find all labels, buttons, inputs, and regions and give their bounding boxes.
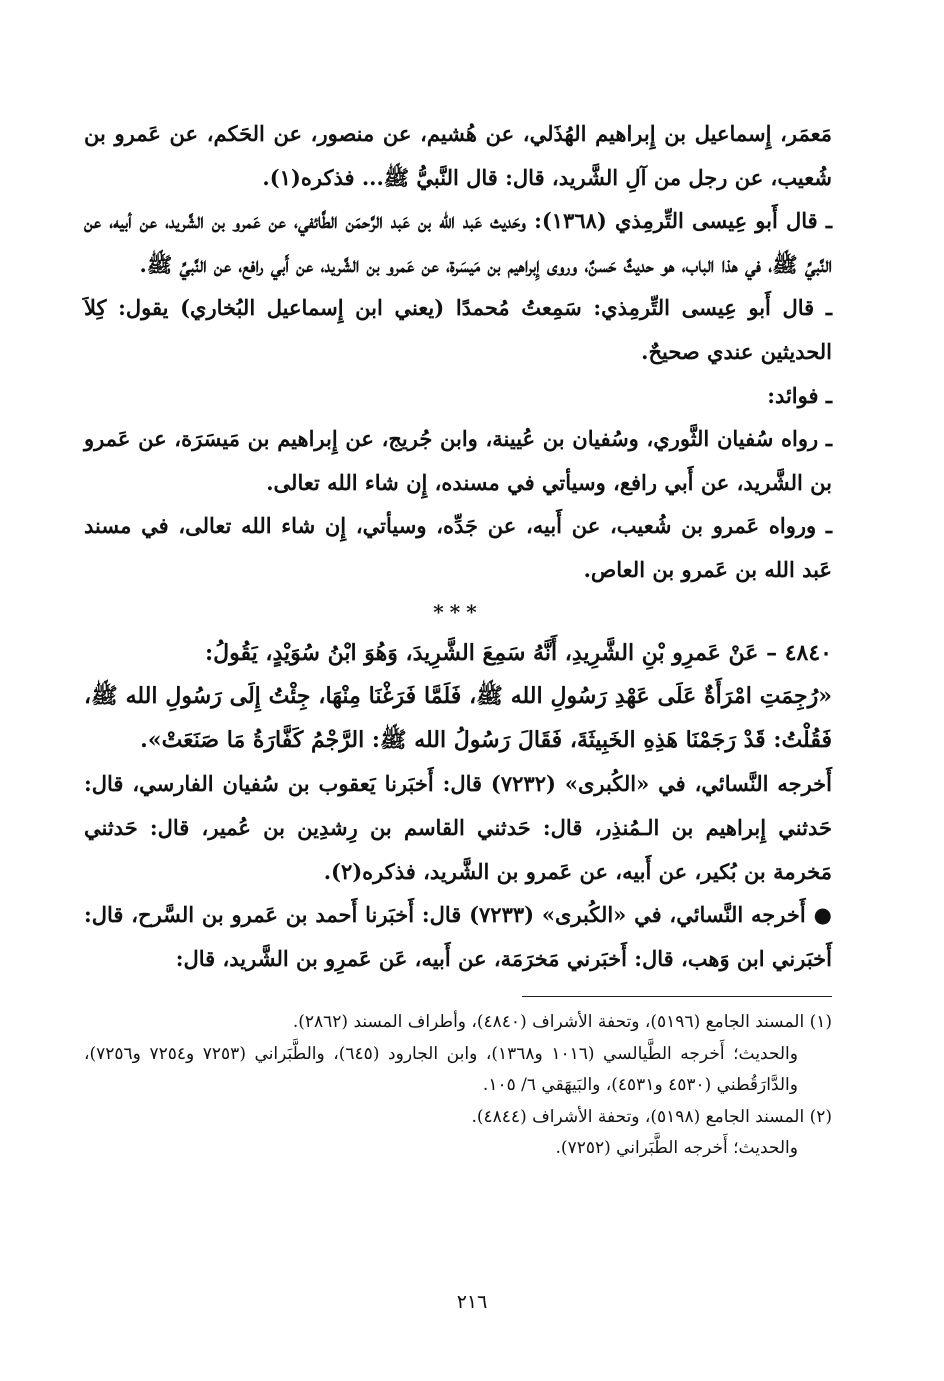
paragraph-bukhari-opinion: ـ قال أَبو عِيسى التِّرمِذي: سَمِعتُ مُحمدًا (يعني ابن إِسماعيل البُخاري) يقول: كِلاَ الحديثين عندي صحيحٌ. bbox=[84, 295, 832, 364]
takhrij-paragraph-1: أَخرجه النَّسائي، في «الكُبرى» (٧٢٣٢) قال: أَخبَرنا يَعقوب بن سُفيان الفارسي، قال: حَدثني إِبراهيم بن الـمُنذِر، قال: حَدثني القاسم بن رِشدِين بن عُمير، قال: حَدثني مَخرمة بن بُكير، عن أَبيه، عن عَمرو بن الشَّريد، فذكره(٢). bbox=[84, 771, 832, 884]
fawaid-item-1: ـ رواه سُفيان الثَّوري، وسُفيان بن عُيينة، وابن جُريج، عن إِبراهيم بن مَيسَرَة، عن عَمرو بن الشَّريد، عن أَبي رافع، وسيأتي في مسنده، إِن شاء الله تعالى. bbox=[84, 426, 832, 495]
footnote-2: (٢) المسند الجامع (٥١٩٨)، وتحفة الأشراف (٤٨٤٤). bbox=[471, 1106, 832, 1127]
takhrij-paragraph-2-text: أَخرجه النَّسائي، في «الكُبرى» (٧٢٣٣) قال: أَخبَرنا أَحمد بن عَمرو بن السَّرح، قال: أَخبَرني ابن وَهب، قال: أَخبَرني مَخرَمَة، عن أَبيه، عَن عَمرِو بن الشَّريد، قال: bbox=[84, 902, 832, 971]
bullet-icon: ● bbox=[813, 902, 832, 928]
takhrij-paragraph-2 bbox=[84, 893, 832, 980]
paragraph-chain-of-narration: مَعمَر، إِسماعيل بن إِبراهيم الهُذَلي، عن هُشيم، عن منصور، عن الحَكم، عن عَمرو بن شُعيب، عن رجل من آلِ الشَّريد، قال: قال النَّبيُّ ﷺ... فذكره(١). bbox=[84, 121, 832, 190]
footnote-1-continuation: والحديث؛ أَخرجه الطَّيالسي (١٠١٦ و١٣٦٨)، وابن الجارود (٦٤٥)، والطَّبَراني (٧٢٥٣ و٧٢٥٤ و٧٢٥٦)، والدَّارَقُطني (٤٥٣٠ و٤٥٣١)، والبَيهَقي ٦/ ١٠٥. bbox=[84, 1043, 798, 1096]
footnote-divider bbox=[522, 996, 832, 997]
main-text bbox=[84, 112, 832, 980]
section-separator: *** bbox=[433, 599, 483, 624]
footnote-1: (١) المسند الجامع (٥١٩٦)، وتحفة الأشراف (٤٨٤٠)، وأطراف المسند (٢٨٦٢). bbox=[292, 1012, 832, 1033]
footnote-2-continuation: والحديث؛ أَخرجه الطَّبَراني (٧٢٥٢). bbox=[555, 1138, 798, 1159]
paragraph-tirmidhi-comment: ـ قال أَبو عِيسى التِّرمِذي (١٣٦٨): وحَديث عَبد الله بن عَبد الرَّحمَن الطَّائفي، عن عَمرو بن الشَّريد، عن أبيه، عن النَّبيِّ ﷺ، في هذا الباب، هو حديثٌ حَسنٌ، وروى إِبراهيم بن مَيسَرة، عن عَمرو بن الشَّريد، عن أَبي رافع، عن النَّبيِّ ﷺ. bbox=[84, 208, 833, 277]
page-number: ٢١٦ bbox=[456, 1291, 488, 1313]
fawaid-heading: ـ فوائد: bbox=[767, 382, 832, 408]
hadith-text: «رُجِمَتِ امْرَأَةٌ عَلَى عَهْدِ رَسُولِ الله ﷺ، فَلَمَّا فَرَغْنَا مِنْهَا، جِئْتُ إِلَى رَسُولِ الله ﷺ، فَقُلْتُ: قَدْ رَجَمْنَا هَذِهِ الخَبِيثَةَ، فَقَالَ رَسُولُ الله ﷺ: الرَّجْمُ كَفَّارَةُ مَا صَنَعَتْ». bbox=[84, 683, 832, 753]
footnotes bbox=[84, 1007, 832, 1165]
fawaid-item-2: ـ ورواه عَمرو بن شُعيب، عن أَبيه، عن جَدِّه، وسيأتي، إِن شاء الله تعالى، في مسند عَبد الله بن عَمرو بن العاص. bbox=[84, 513, 832, 582]
hadith-intro: ٤٨٤٠ – عَنْ عَمرِو بْنِ الشَّرِيدِ، أَنَّهُ سَمِعَ الشَّرِيدَ، وَهُوَ ابْنُ سُوَيْدٍ، يَقُولُ: bbox=[205, 639, 832, 666]
